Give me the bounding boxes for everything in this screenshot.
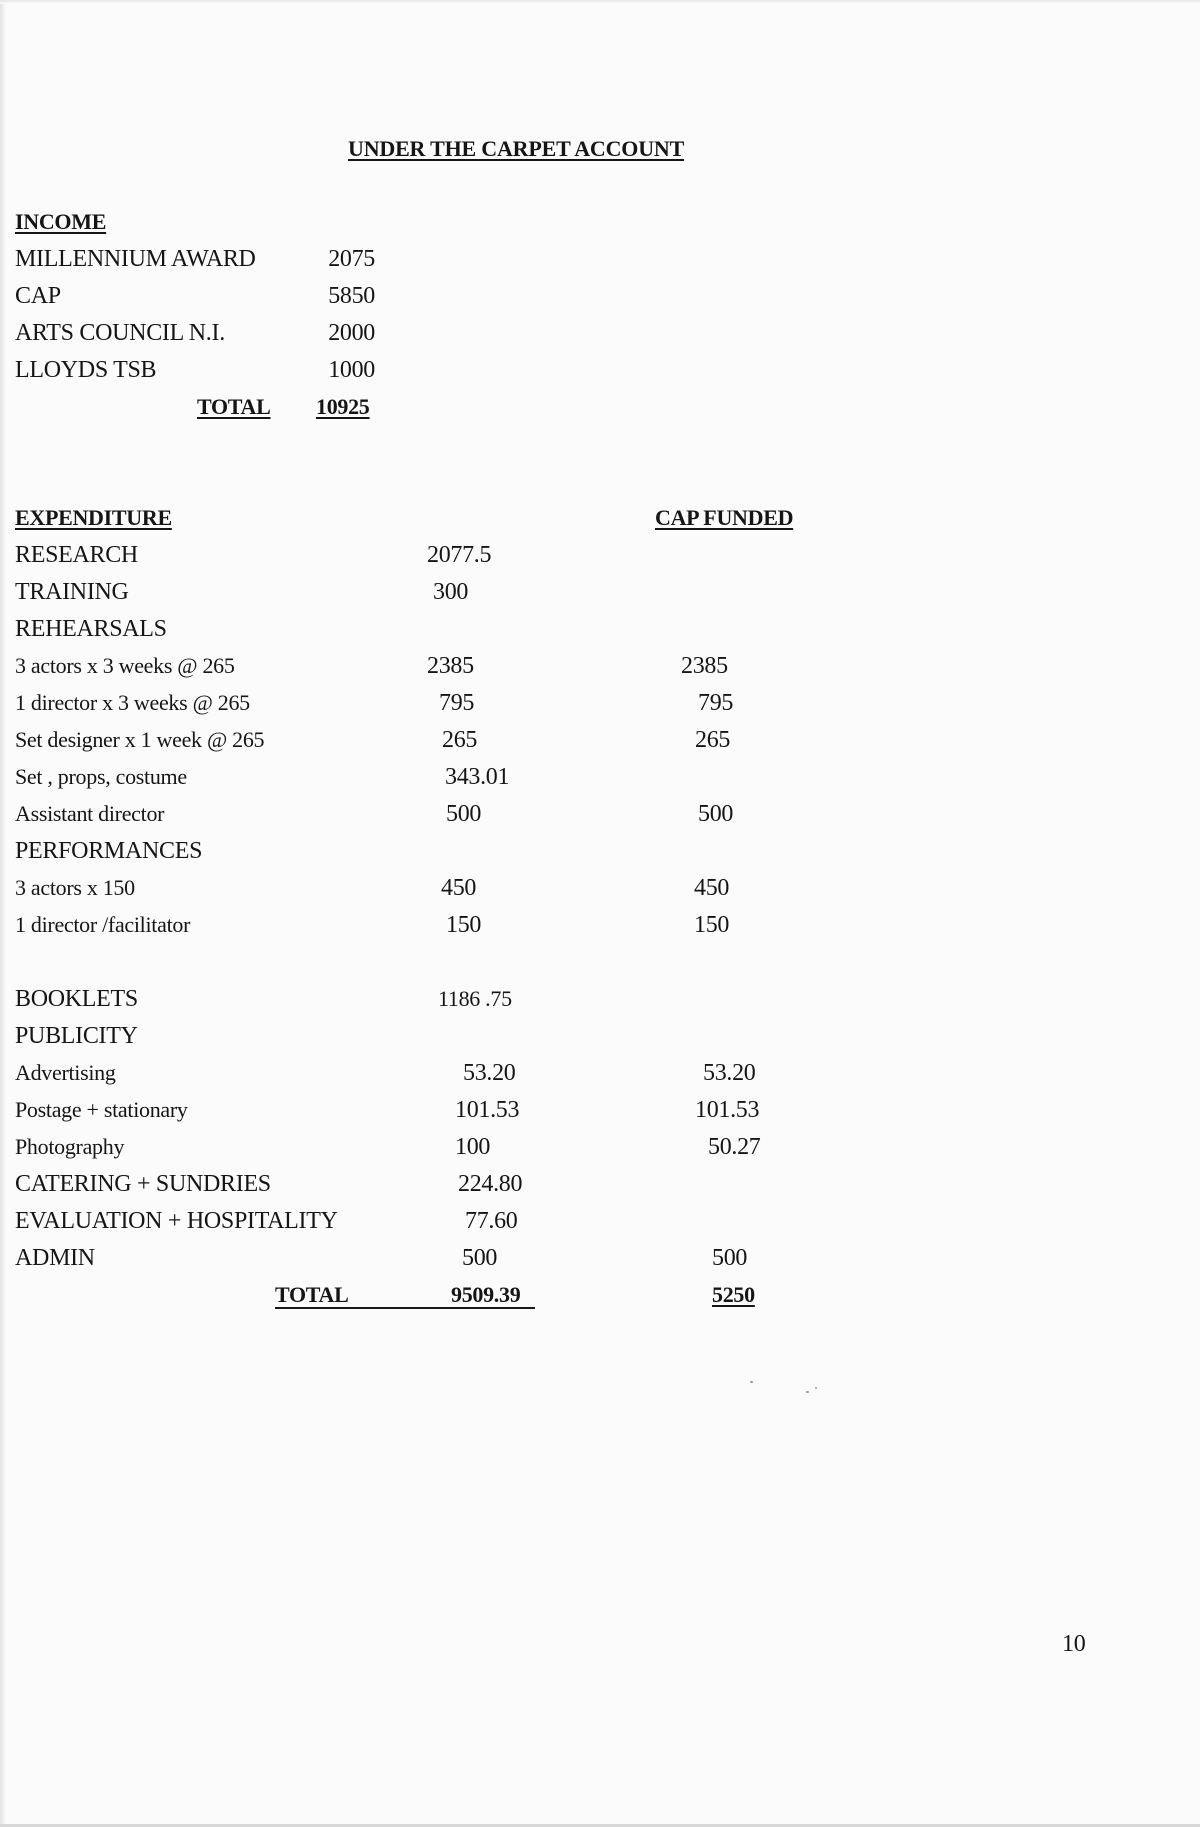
expenditure-label: PERFORMANCES <box>15 838 203 864</box>
income-label: CAP <box>15 283 61 309</box>
expenditure-total-amount: 9509.39 <box>451 1282 521 1307</box>
expenditure-amount: 795 <box>439 690 475 716</box>
cap-amount: 2385 <box>681 653 728 679</box>
income-total-label: TOTAL <box>197 394 271 419</box>
expenditure-amount: 101.53 <box>455 1097 520 1123</box>
expenditure-label: ADMIN <box>15 1245 95 1271</box>
expenditure-label: EVALUATION + HOSPITALITY <box>15 1208 338 1234</box>
expenditure-label: Set , props, costume <box>15 764 187 789</box>
cap-amount: 101.53 <box>695 1097 760 1123</box>
expenditure-label: CATERING + SUNDRIES <box>15 1171 271 1197</box>
expenditure-amount: 53.20 <box>463 1060 516 1086</box>
income-heading: INCOME <box>15 209 107 234</box>
expenditure-label: TRAINING <box>15 579 129 605</box>
expenditure-label: 3 actors x 3 weeks @ 265 <box>15 653 235 678</box>
income-amount: 5850 <box>328 283 375 309</box>
expenditure-total-label: TOTAL <box>275 1282 349 1307</box>
expenditure-amount: 1186 .75 <box>438 986 512 1011</box>
expenditure-amount: 300 <box>433 579 469 605</box>
expenditure-label: Photography <box>15 1134 125 1159</box>
cap-funded-heading: CAP FUNDED <box>655 505 794 530</box>
expenditure-label: RESEARCH <box>15 542 138 568</box>
expenditure-label: Advertising <box>15 1060 116 1085</box>
expenditure-amount: 343.01 <box>445 764 510 790</box>
cap-total-amount: 5250 <box>712 1282 755 1307</box>
expenditure-label: BOOKLETS <box>15 986 138 1012</box>
income-label: LLOYDS TSB <box>15 357 157 383</box>
expenditure-label: 1 director /facilitator <box>15 912 191 937</box>
income-amount: 1000 <box>328 357 375 383</box>
expenditure-label: Postage + stationary <box>15 1097 188 1122</box>
expenditure-heading: EXPENDITURE <box>15 505 172 530</box>
cap-amount: 50.27 <box>708 1134 761 1160</box>
page-number: 10 <box>1062 1631 1086 1657</box>
expenditure-amount: 500 <box>446 801 482 827</box>
expenditure-amount: 224.80 <box>458 1171 523 1197</box>
expenditure-amount: 265 <box>442 727 478 753</box>
income-amount: 2000 <box>328 320 375 346</box>
income-label: MILLENNIUM AWARD <box>15 246 256 272</box>
scan-speck <box>806 1391 809 1393</box>
expenditure-amount: 100 <box>455 1134 491 1160</box>
expenditure-amount: 500 <box>462 1245 498 1271</box>
income-amount: 2075 <box>328 246 375 272</box>
page-edge-top <box>0 0 1200 4</box>
expenditure-amount: 2077.5 <box>427 542 492 568</box>
expenditure-label: REHEARSALS <box>15 616 167 642</box>
scan-speck <box>815 1387 817 1389</box>
cap-amount: 53.20 <box>703 1060 756 1086</box>
expenditure-label: PUBLICITY <box>15 1023 138 1049</box>
document-title: UNDER THE CARPET ACCOUNT <box>348 136 685 161</box>
income-label: ARTS COUNCIL N.I. <box>15 320 225 346</box>
expenditure-amount: 450 <box>441 875 477 901</box>
cap-amount: 265 <box>695 727 731 753</box>
cap-amount: 150 <box>694 912 730 938</box>
expenditure-label: 1 director x 3 weeks @ 265 <box>15 690 250 715</box>
cap-amount: 795 <box>698 690 734 716</box>
expenditure-label: 3 actors x 150 <box>15 875 135 900</box>
expenditure-label: Assistant director <box>15 801 165 826</box>
cap-amount: 450 <box>694 875 730 901</box>
cap-amount: 500 <box>698 801 734 827</box>
page-edge-left <box>0 0 6 1827</box>
expenditure-label: Set designer x 1 week @ 265 <box>15 727 265 752</box>
scan-speck <box>750 1381 753 1383</box>
expenditure-amount: 150 <box>446 912 482 938</box>
expenditure-amount: 77.60 <box>465 1208 518 1234</box>
expenditure-amount: 2385 <box>427 653 474 679</box>
income-total-amount: 10925 <box>316 394 370 419</box>
cap-amount: 500 <box>712 1245 748 1271</box>
